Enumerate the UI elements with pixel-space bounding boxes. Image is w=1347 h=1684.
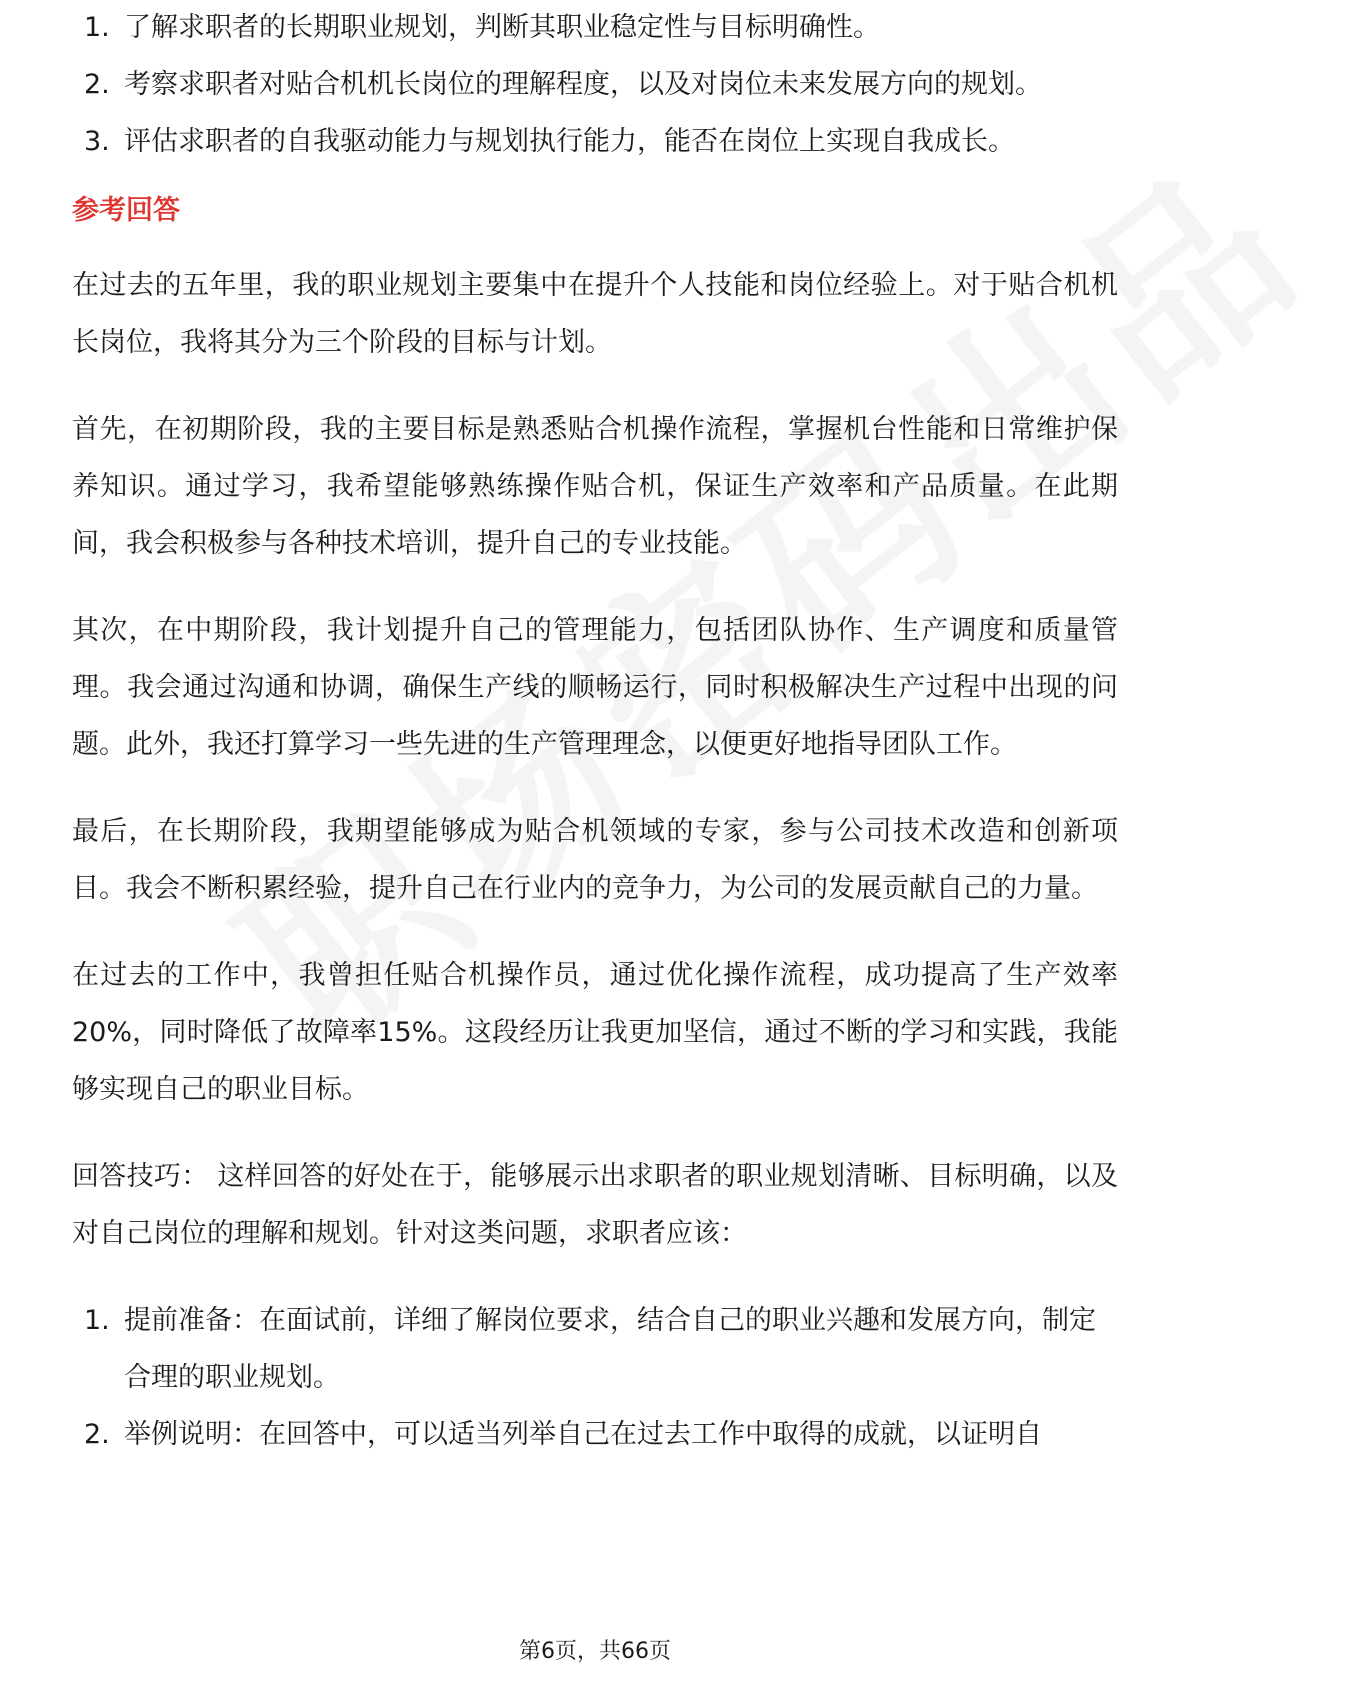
list-number: 2. [84, 69, 110, 100]
list-text: 提前准备：在面试前，详细了解岗位要求，结合自己的职业兴趣和发展方向，制定合理的职业规划。 [124, 1305, 1096, 1393]
paragraph: 其次，在中期阶段，我计划提升自己的管理能力，包括团队协作、生产调度和质量管理。我会通过沟通和协调，确保生产线的顺畅运行，同时积极解决生产过程中出现的问题。此外，我还打算学习一些先进的生产管理理念，以便更好地指导团队工作。 [72, 615, 1118, 760]
answer-tips-paragraph: 回答技巧： 这样回答的好处在于，能够展示出求职者的职业规划清晰、目标明确，以及对自己岗位的理解和规划。针对这类问题，求职者应该： [72, 1161, 1118, 1249]
page-number-footer: 第6页，共66页 [519, 1639, 671, 1664]
list-number: 1. [84, 12, 110, 43]
list-item [72, 0, 1118, 56]
cut-off-list-item [72, 12, 1118, 56]
list-text: 评估求职者的自我驱动能力与规划执行能力，能否在岗位上实现自我成长。 [124, 126, 1015, 157]
list-text: 考察求职者对贴合机机长岗位的理解程度，以及对岗位未来发展方向的规划。 [124, 69, 1042, 100]
list-item [72, 1292, 1118, 1406]
list-text: 举例说明：在回答中，可以适当列举自己在过去工作中取得的成就，以证明自 [124, 1419, 1042, 1450]
tips-list [72, 1292, 1118, 1463]
list-item [72, 1406, 1118, 1463]
paragraph: 最后，在长期阶段，我期望能够成为贴合机领域的专家，参与公司技术改造和创新项目。我会不断积累经验，提升自己在行业内的竞争力，为公司的发展贡献自己的力量。 [72, 816, 1118, 904]
paragraph: 在过去的五年里，我的职业规划主要集中在提升个人技能和岗位经验上。对于贴合机机长岗位，我将其分为三个阶段的目标与计划。 [72, 270, 1118, 358]
list-number: 3. [84, 126, 110, 157]
list-number: 2. [84, 1419, 110, 1450]
list-item [72, 56, 1118, 113]
list-item [72, 113, 1118, 170]
paragraph: 首先，在初期阶段，我的主要目标是熟悉贴合机操作流程，掌握机台性能和日常维护保养知识。通过学习，我希望能够熟练操作贴合机，保证生产效率和产品质量。在此期间，我会积极参与各种技术培训，提升自己的专业技能。 [72, 414, 1118, 559]
reference-answer-heading: 参考回答 [72, 195, 180, 226]
list-number: 1. [84, 1305, 110, 1336]
purpose-list [72, 56, 1118, 170]
list-text: 了解求职者的长期职业规划，判断其职业稳定性与目标明确性。 [124, 12, 880, 43]
page-content [72, 12, 1118, 1463]
paragraph: 在过去的工作中，我曾担任贴合机操作员，通过优化操作流程，成功提高了生产效率20%，同时降低了故障率15%。这段经历让我更加坚信，通过不断的学习和实践，我能够实现自己的职业目标。 [72, 960, 1118, 1105]
